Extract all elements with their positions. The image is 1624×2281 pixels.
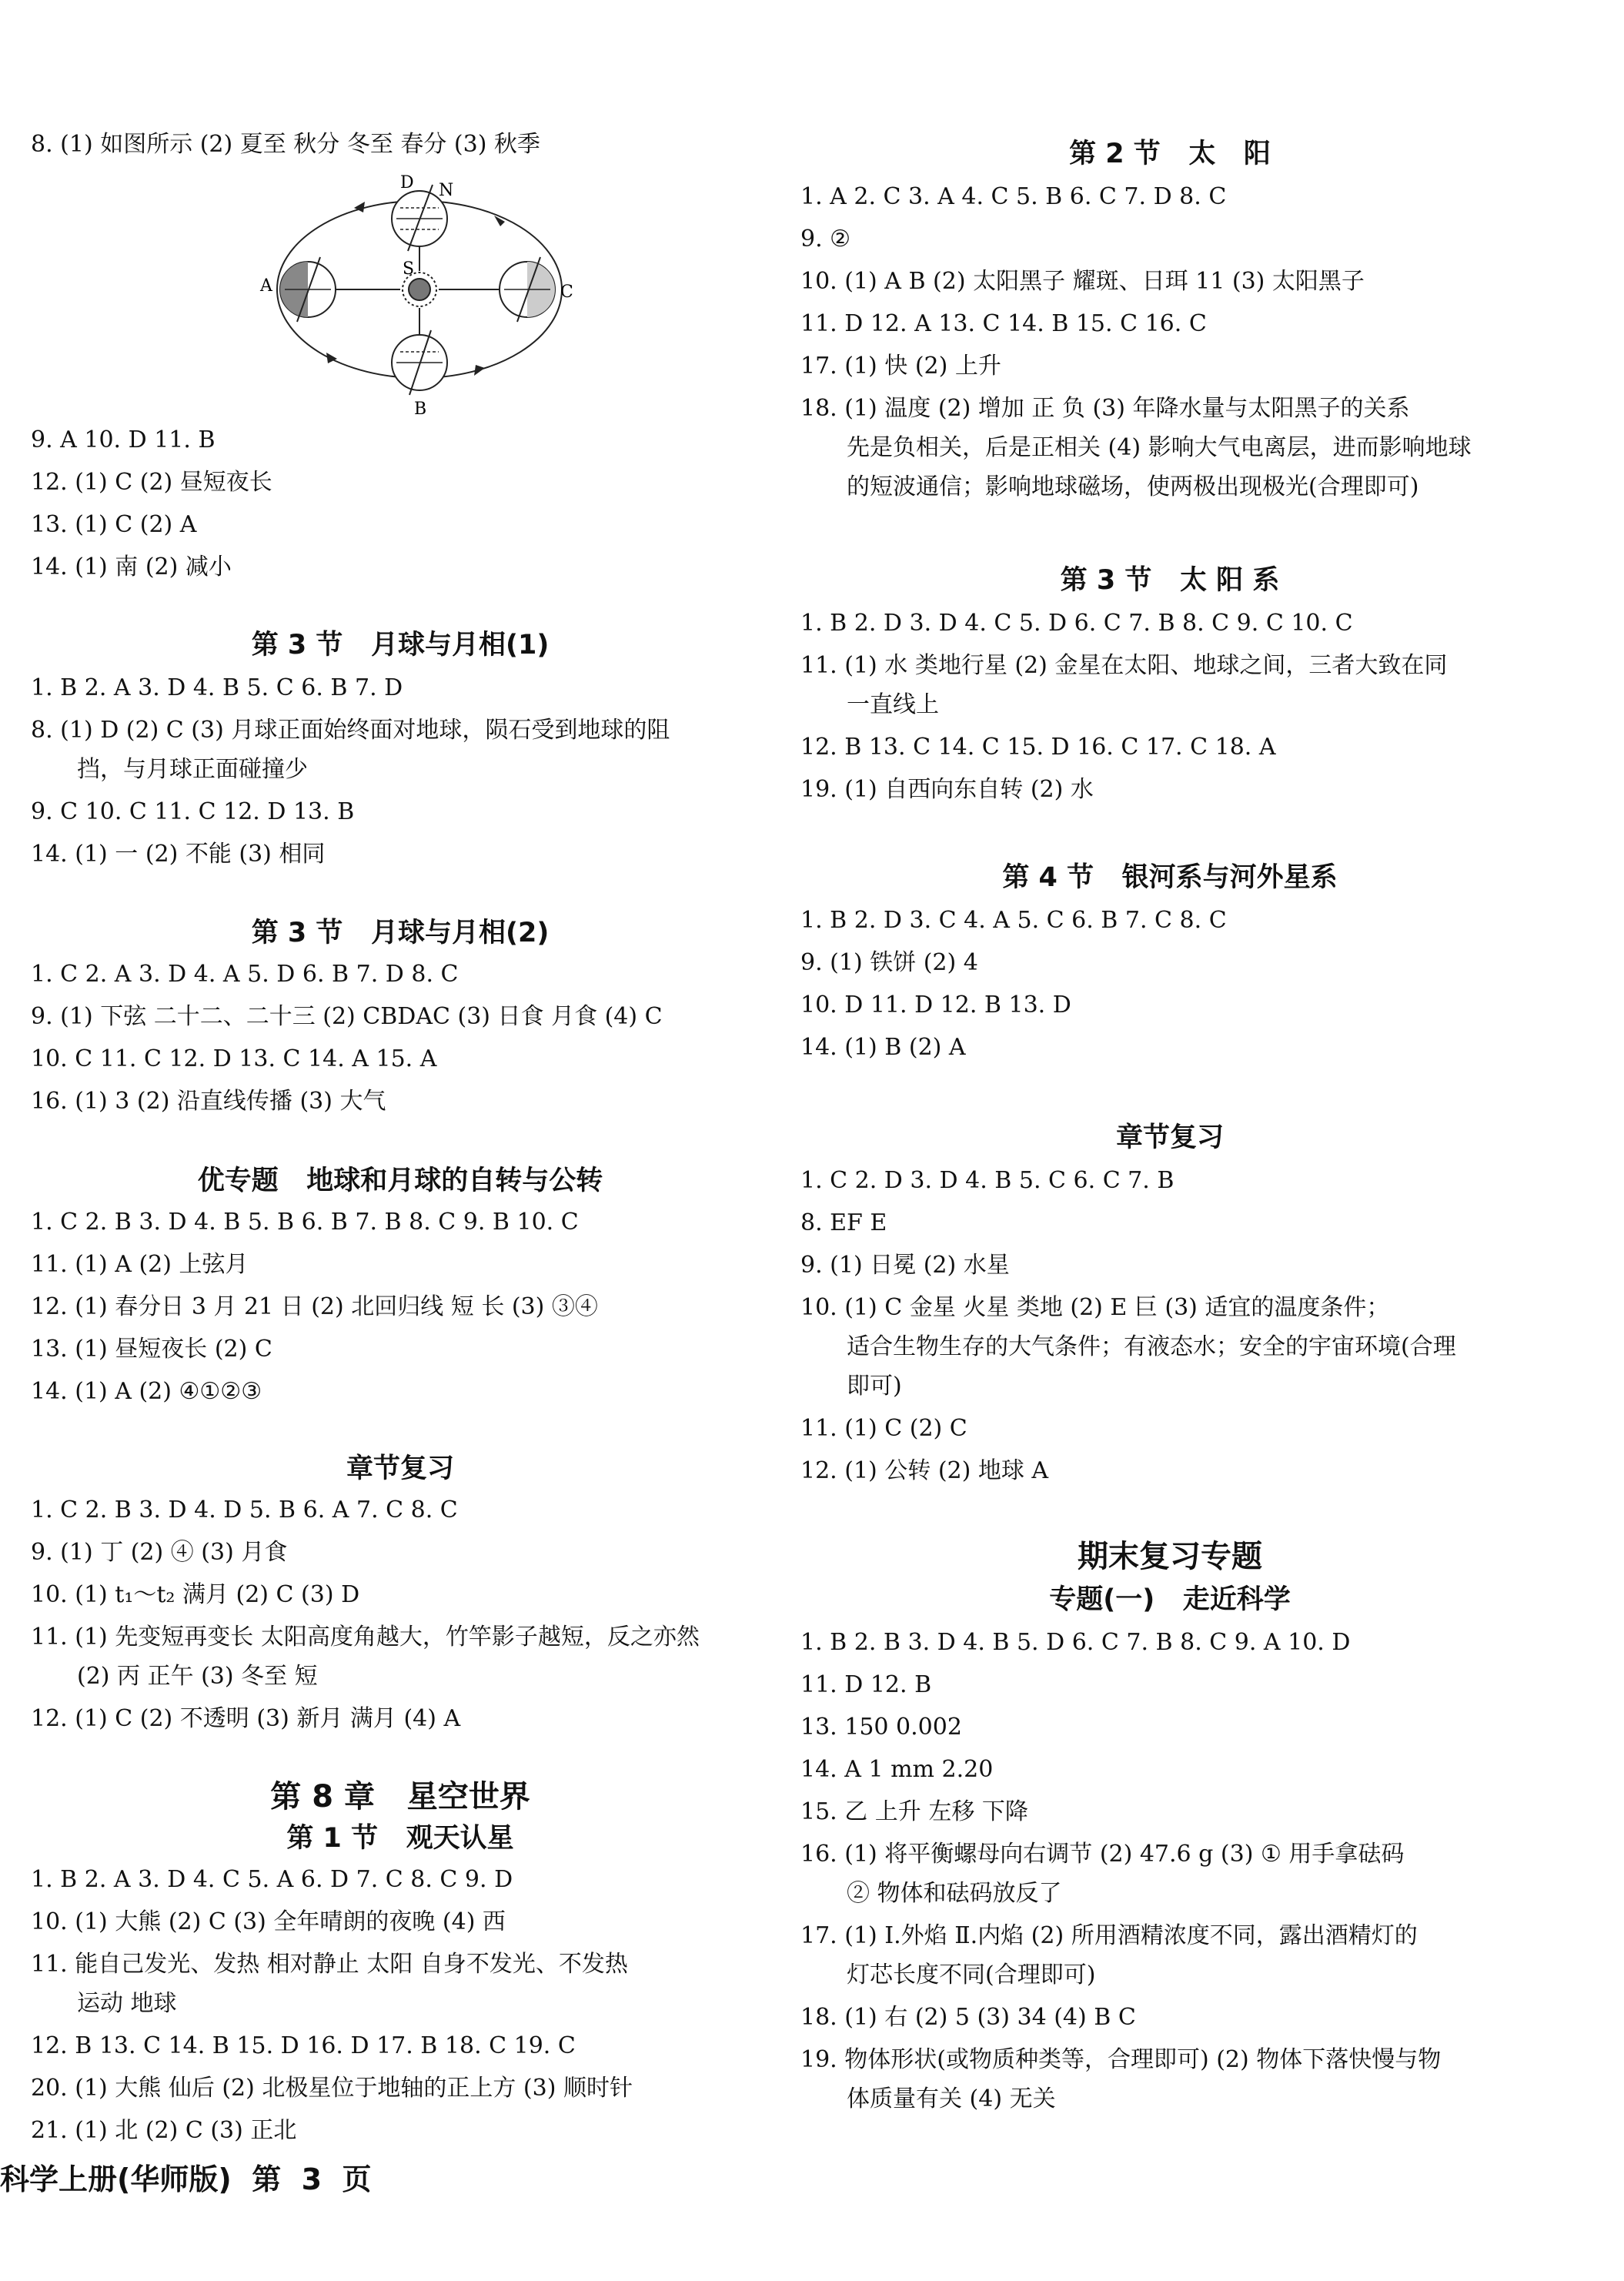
- chapter-heading: 期末复习专题: [1078, 1539, 1262, 1574]
- chapter-heading: 第 8 章 星空世界: [270, 1779, 530, 1814]
- answer-line: 10. (1) t₁～t₂ 满月 (2) C (3) D: [31, 1581, 360, 1608]
- answer-line: 11. (1) 水 类地行星 (2) 金星在太阳、地球之间，三者大致在同: [800, 652, 1448, 679]
- answer-line: 1. B 2. D 3. C 4. A 5. C 6. B 7. C 8. C: [800, 907, 1227, 934]
- answer-line: 11. (1) A (2) 上弦月: [31, 1251, 249, 1278]
- answer-line: 1. B 2. D 3. D 4. C 5. D 6. C 7. B 8. C 9. C 10. C: [800, 610, 1353, 637]
- answer-line: 1. C 2. A 3. D 4. A 5. D 6. B 7. D 8. C: [31, 961, 459, 988]
- section-heading: 第 2 节 太 阳: [1069, 139, 1271, 169]
- earth-globe-right: [500, 257, 555, 322]
- answer-line: 9. (1) 铁饼 (2) 4: [800, 949, 978, 976]
- answer-line: 12. (1) C (2) 不透明 (3) 新月 满月 (4) A: [31, 1705, 461, 1732]
- answer-line: 12. (1) 春分日 3 月 21 日 (2) 北回归线 短 长 (3) ③④: [31, 1293, 598, 1320]
- answer-line: 体质量有关 (4) 无关: [847, 2085, 1056, 2112]
- answer-line: 12. B 13. C 14. B 15. D 16. D 17. B 18. C 19. C: [31, 2032, 576, 2059]
- answer-line: 8. (1) D (2) C (3) 月球正面始终面对地球，陨石受到地球的阻: [31, 717, 670, 744]
- answer-line: ② 物体和砝码放反了: [847, 1880, 1062, 1907]
- answer-line: 18. (1) 右 (2) 5 (3) 34 (4) B C: [800, 2004, 1136, 2031]
- figure-label: N: [439, 181, 454, 200]
- earth-globe-bottom: [392, 330, 447, 395]
- answer-line: 16. (1) 3 (2) 沿直线传播 (3) 大气: [31, 1088, 386, 1115]
- answer-line: 14. (1) 南 (2) 减小: [31, 554, 232, 580]
- answer-line: 适合生物生存的大气条件；有液态水；安全的宇宙环境(合理: [847, 1333, 1456, 1360]
- answer-line: 10. (1) A B (2) 太阳黑子 耀斑、日珥 11 (3) 太阳黑子: [800, 268, 1365, 295]
- answer-line: 17. (1) 快 (2) 上升: [800, 353, 1001, 380]
- answer-line: 1. C 2. B 3. D 4. B 5. B 6. B 7. B 8. C 9. B 10. C: [31, 1209, 579, 1236]
- answer-line: 16. (1) 将平衡螺母向右调节 (2) 47.6 g (3) ① 用手拿砝码: [800, 1841, 1405, 1868]
- earth-globe-left: [280, 257, 336, 322]
- answer-line: 9. ②: [800, 226, 851, 253]
- figure-label: B: [414, 400, 427, 419]
- answer-line: 17. (1) Ⅰ.外焰 Ⅱ.内焰 (2) 所用酒精浓度不同，露出酒精灯的: [800, 1922, 1418, 1949]
- section-heading: 专题(一) 走近科学: [1049, 1584, 1291, 1615]
- answer-line: (2) 丙 正午 (3) 冬至 短: [77, 1663, 318, 1690]
- answer-line: 1. B 2. A 3. D 4. C 5. A 6. D 7. C 8. C 9. D: [31, 1866, 513, 1893]
- answer-line: 即可): [847, 1373, 902, 1400]
- answer-line: 15. 乙 上升 左移 下降: [800, 1798, 1028, 1825]
- answer-line: 12. (1) C (2) 昼短夜长: [31, 469, 272, 496]
- answer-line: 10. D 11. D 12. B 13. D: [800, 992, 1071, 1018]
- answer-line: 12. B 13. C 14. C 15. D 16. C 17. C 18. A: [800, 734, 1276, 761]
- section-heading: 第 3 节 太 阳 系: [1060, 565, 1280, 596]
- answer-line: 11. 能自己发光、发热 相对静止 太阳 自身不发光、不发热: [31, 1951, 628, 1978]
- answer-line: 9. (1) 丁 (2) ④ (3) 月食: [31, 1539, 288, 1566]
- answer-line: 11. (1) C (2) C: [800, 1415, 967, 1442]
- answer-line: 1. C 2. D 3. D 4. B 5. C 6. C 7. B: [800, 1167, 1175, 1194]
- answer-line: 1. C 2. B 3. D 4. D 5. B 6. A 7. C 8. C: [31, 1497, 458, 1523]
- answer-line: 14. (1) A (2) ④①②③: [31, 1378, 262, 1405]
- answer-line: 14. (1) B (2) A: [800, 1034, 966, 1061]
- answer-line: 13. 150 0.002: [800, 1714, 962, 1741]
- answer-line: 21. (1) 北 (2) C (3) 正北: [31, 2117, 297, 2144]
- figure-label: A: [260, 276, 272, 296]
- figure-label: C: [560, 283, 573, 302]
- answer-line: 8. EF E: [800, 1209, 887, 1236]
- answer-line: 1. B 2. A 3. D 4. B 5. C 6. B 7. D: [31, 674, 403, 701]
- answer-line: 11. D 12. B: [800, 1671, 932, 1698]
- answer-line: 20. (1) 大熊 仙后 (2) 北极星位于地轴的正上方 (3) 顺时针: [31, 2075, 633, 2102]
- figure-label: S: [403, 259, 415, 279]
- figure-label: D: [400, 174, 414, 192]
- section-heading: 第 3 节 月球与月相(1): [251, 630, 550, 661]
- section-heading: 第 1 节 观天认星: [286, 1823, 514, 1854]
- answer-line: 9. (1) 下弦 二十二、二十三 (2) CBDAC (3) 日食 月食 (4) C: [31, 1003, 663, 1030]
- answer-line: 9. C 10. C 11. C 12. D 13. B: [31, 798, 355, 825]
- answer-line: 9. (1) 日冕 (2) 水星: [800, 1252, 1010, 1279]
- answer-line: 10. (1) C 金星 火星 类地 (2) E 巨 (3) 适宜的温度条件；: [800, 1294, 1390, 1321]
- answer-line: 19. 物体形状(或物质种类等，合理即可) (2) 物体下落快慢与物: [800, 2046, 1442, 2073]
- answer-line: 13. (1) 昼短夜长 (2) C: [31, 1336, 272, 1363]
- answer-line: 10. (1) 大熊 (2) C (3) 全年晴朗的夜晚 (4) 西: [31, 1908, 506, 1935]
- answer-line: 灯芯长度不同(合理即可): [847, 1962, 1096, 1988]
- answer-line: 8. (1) 如图所示 (2) 夏至 秋分 冬至 春分 (3) 秋季: [31, 131, 540, 158]
- earth-orbit-diagram: [246, 174, 593, 420]
- section-heading: 章节复习: [1115, 1122, 1224, 1153]
- answer-line: 先是负相关，后是正相关 (4) 影响大气电离层，进而影响地球: [847, 434, 1472, 461]
- answer-line: 10. C 11. C 12. D 13. C 14. A 15. A: [31, 1045, 437, 1072]
- answer-line: 19. (1) 自西向东自转 (2) 水: [800, 776, 1094, 803]
- section-heading: 第 3 节 月球与月相(2): [251, 918, 550, 948]
- answer-line: 1. A 2. C 3. A 4. C 5. B 6. C 7. D 8. C: [800, 183, 1227, 210]
- section-heading: 优专题 地球和月球的自转与公转: [197, 1166, 603, 1196]
- answer-line: 1. B 2. B 3. D 4. B 5. D 6. C 7. B 8. C 9. A 10. D: [800, 1629, 1351, 1656]
- page-footer: 科学上册(华师版) 第 3 页: [0, 2162, 372, 2196]
- answer-line: 挡，与月球正面碰撞少: [77, 756, 308, 783]
- answer-line: 18. (1) 温度 (2) 增加 正 负 (3) 年降水量与太阳黑子的关系: [800, 395, 1410, 422]
- orbit-arrow: [474, 365, 485, 376]
- section-heading: 章节复习: [346, 1453, 454, 1484]
- section-heading: 第 4 节 银河系与河外星系: [1002, 862, 1338, 893]
- answer-line: 12. (1) 公转 (2) 地球 A: [800, 1457, 1049, 1484]
- answer-line: 的短波通信；影响地球磁场，使两极出现极光(合理即可): [847, 473, 1419, 500]
- answer-line: 9. A 10. D 11. B: [31, 426, 216, 453]
- answer-line: 运动 地球: [77, 1990, 177, 2017]
- answer-line: 11. (1) 先变短再变长 太阳高度角越大，竹竿影子越短，反之亦然: [31, 1624, 700, 1651]
- answer-line: 一直线上: [847, 691, 939, 718]
- answer-line: 11. D 12. A 13. C 14. B 15. C 16. C: [800, 310, 1207, 337]
- answer-line: 14. A 1 mm 2.20: [800, 1756, 994, 1783]
- answer-line: 13. (1) C (2) A: [31, 511, 197, 538]
- answer-line: 14. (1) 一 (2) 不能 (3) 相同: [31, 841, 326, 868]
